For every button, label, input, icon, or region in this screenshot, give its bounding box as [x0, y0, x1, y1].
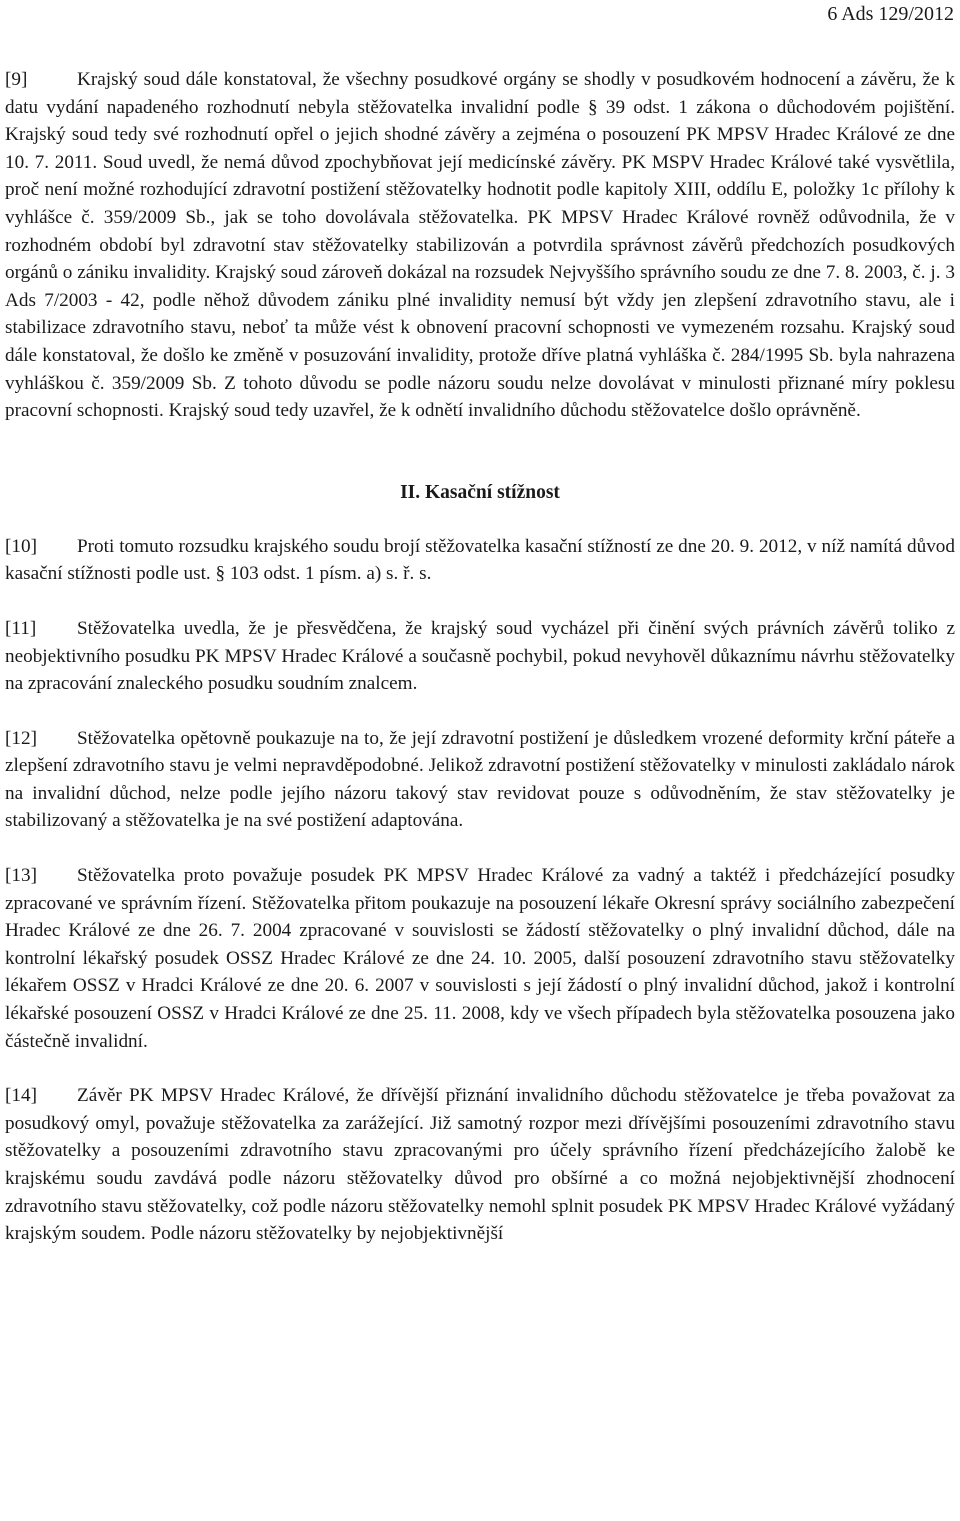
paragraph-text: Stěžovatelka proto považuje posudek PK MPSV Hradec Králové za vadný a taktéž i předcházející posudky zpracované ve správním řízení. Stěžovatelka přitom poukazuje na posouzení lékaře Okresní správy sociálního zabezpečení Hradec Králové ze dne 26. 7. 2004 zpracované v souvislosti se žádostí stěžovatelky o plný invalidní důchod, dále na kontrolní lékařský posudek OSSZ Hradec Králové ze dne 24. 10. 2005, další posouzení zdravotního stavu stěžovatelky lékařem OSSZ v Hradci Králové ze dne 20. 6. 2007 v souvislosti s její žádostí o plný invalidní důchod, jakož i kontrolní lékařské posouzení OSSZ v Hradci Králové ze dne 25. 11. 2008, kdy ve všech případech byla stěžovatelka posouzena jako částečně invalidní. [5, 865, 955, 1052]
paragraph-text: Stěžovatelka opětovně poukazuje na to, že její zdravotní postižení je důsledkem vrozené deformity krční páteře a zlepšení zdravotního stavu je velmi nepravděpodobné. Jelikož zdravotní postižení stěžovatelky v minulosti zakládalo nárok na invalidní důchod, nelze podle jejího názoru takový stav revidovat pouze s odůvodněním, že stav stěžovatelky je stabilizovaný a stěžovatelka je na své postižení adaptována. [5, 727, 955, 832]
paragraph-number: [11] [5, 617, 37, 639]
paragraph-number: [9] [5, 69, 28, 90]
paragraph-11 [5, 615, 955, 698]
paragraph-12 [5, 725, 955, 835]
paragraph-text: Stěžovatelka uvedla, že je přesvědčena, že krajský soud vycházel při činění svých právních závěrů toliko z neobjektivního posudku PK MPSV Hradec Králové a současně pochybil, pokud nevyhověl důkaznímu návrhu stěžovatelky na zpracování znaleckého posudku soudním znalcem. [5, 617, 955, 695]
paragraph-text: Závěr PK MPSV Hradec Králové, že dřívější přiznání invalidního důchodu stěžovatelce je třeba považovat za posudkový omyl, považuje stěžovatelka za zarážející. Již samotný rozpor mezi dřívějšími posouzeními zdravotního stavu stěžovatelky a posouzeními zdravotního stavu zpracovanými pro účely správního řízení předcházejícího žalobě ke krajskému soudu zavdává podle názoru stěžovatelky důvod pro obšírné a co možná nejobjektivnější zhodnocení zdravotního stavu stěžovatelky, což podle názoru stěžovatelky nemohl splnit posudek PK MPSV Hradec Králové vyžádaný krajským soudem. Podle názoru stěžovatelky by nejobjektivnější [5, 1085, 955, 1245]
paragraph-number: [13] [5, 865, 37, 887]
paragraph-number: [10] [5, 535, 37, 557]
paragraph-13 [5, 862, 955, 1055]
section-numeral: II. [400, 481, 421, 503]
case-number-header: 6 Ads 129/2012 [827, 3, 954, 25]
section-heading [5, 479, 955, 506]
paragraph-14 [5, 1082, 955, 1248]
section-title: Kasační stížnost [425, 481, 560, 503]
paragraph-text: Proti tomuto rozsudku krajského soudu brojí stěžovatelka kasační stížností ze dne 20. 9. 2012, v níž namítá důvod kasační stížnosti podle ust. § 103 odst. 1 písm. a) s. ř. s. [5, 535, 955, 585]
paragraph-number: [14] [5, 1085, 37, 1107]
paragraph-10 [5, 533, 955, 588]
paragraph-9 [5, 66, 955, 425]
paragraph-text: Krajský soud dále konstatoval, že všechny posudkové orgány se shodly v posudkovém hodnocení a závěru, že k datu vydání napadeného rozhodnutí nebyla stěžovatelka invalidní podle § 39 odst. 1 zákona o důchodovém pojištění. Krajský soud tedy své rozhodnutí opřel o jejich shodné závěry a zejména o posouzení PK MPSV Hradec Králové ze dne 10. 7. 2011. Soud uvedl, že nemá důvod zpochybňovat její medicínské závěry. PK MSPV Hradec Králové také vysvětlila, proč není možné rozhodující zdravotní postižení stěžovatelky hodnotit podle kapitoly XIII, oddílu E, položky 1c přílohy k vyhlášce č. 359/2009 Sb., jak se toho dovolávala stěžovatelka. PK MPSV Hradec Králové rovněž odůvodnila, že v rozhodném období byl zdravotní stav stěžovatelky stabilizován a potvrdila správnost závěrů předchozích posudkových orgánů o zániku invalidity. Krajský soud zároveň dokázal na rozsudek Nejvyššího správního soudu ze dne 7. 8. 2003, č. j. 3 Ads 7/2003 - 42, podle něhož důvodem zániku plné invalidity nemusí být vždy jen zlepšení zdravotního stavu, ale i stabilizace zdravotního stavu, neboť ta může vést k obnovení pracovní schopnosti ve vymezeném rozsahu. Krajský soud dále konstatoval, že došlo ke změně v posuzování invalidity, protože dříve platná vyhláška č. 284/1995 Sb. byla nahrazena vyhláškou č. 359/2009 Sb. Z tohoto důvodu se podle názoru soudu nelze dovolávat v minulosti přiznané míry poklesu pracovní schopnosti. Krajský soud tedy uzavřel, že k odnětí invalidního důchodu stěžovatelce došlo oprávněně. [5, 69, 955, 422]
document-body [5, 66, 955, 1248]
paragraph-number: [12] [5, 727, 37, 749]
